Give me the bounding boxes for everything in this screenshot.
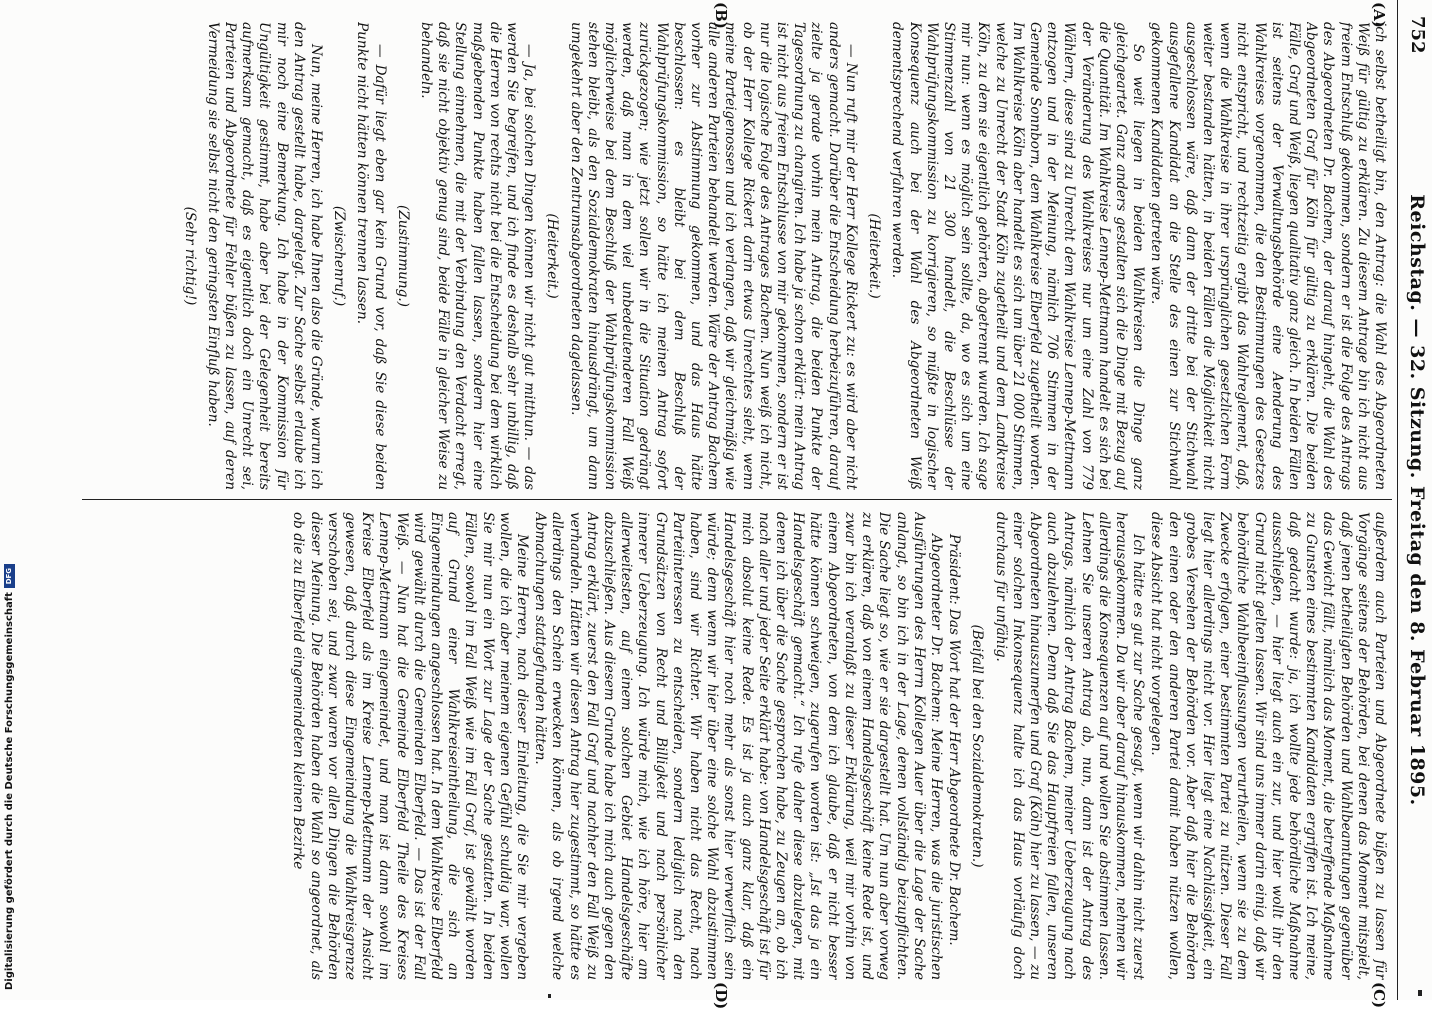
interjection: (Heiterkeit.) — [544, 213, 561, 299]
page-header — [1397, 0, 1432, 1000]
interjection: (Sehr richtig!) — [181, 206, 198, 306]
paragraph: Nun, meine Herren, ich habe Ihnen also die Gründe, warum ich den Antrag gestellt habe, dargelegt. Zur Sache selbst erlaube ich mir noch eine Bemerkung. Ich habe in der Kommission für Ungültigkeit gestimmt, habe aber bei der Gelegenheit bereits aufmerksam gemacht, daß es eigentlich doch ein Unrecht sei, Parteien und Abgeordnete für Fehler büßen zu lassen, auf deren Vermeidung sie selbst nicht den geringsten Einfluß haben. — [204, 22, 325, 490]
dfg-logo-icon: DFG — [4, 564, 15, 588]
scan-speck — [548, 994, 551, 998]
interjection: (Zustimmung.) — [394, 205, 411, 307]
interjection: (Beifall bei den Sozialdemokraten.) — [969, 624, 986, 868]
interjection: (Heiterkeit.) — [866, 213, 883, 299]
page-number: 752 — [1407, 16, 1428, 54]
paragraph: So weit liegen in beiden Wahlkreisen die Dinge ganz gleichgeartet. Ganz anders gestalten sich die Dinge mit Bezug auf die Quantität. Im Wahlkreise Lennep-Mettmann handelt es sich bei der Veränderung des Wahlkreises nur um eine Zahl von 779 Wählern, diese sind zu Unrecht dem Wahlkreise Lennep-Mettmann entzogen und in der Meinung, nämlich 706 Stimmen in der Gemeinde Sonnborn, dem Wahlkreise Elberfeld zugetheilt worden. Im Wahlkreise Köln aber handelt es sich um über 21 000 Stimmen, welche zu Unrecht der Stadt Köln zugetheilt und dem Landkreise Köln, zu dem sie eigentlich gehörten, abgetrennt wurden. Ich sage mir nun: wenn es möglich sein sollte, da, wo es sich um eine Stimmenzahl von 21 300 handelt, die Beschlüsse der Wahlprüfungskommission zu korrigieren, so müßte in logischer Konsequenz auch bei der Wahl des Abgeordneten Weiß dementsprechend verfahren werden. — [889, 22, 1147, 490]
margin-marker-a: (A) — [1370, 2, 1388, 28]
left-column — [88, 22, 1388, 490]
paragraph: ich selbst betheiligt bin, den Antrag: die Wahl des Abgeordneten Weiß für gültig zu erklären. Zu diesem Antrage bin ich nicht aus freiem Entschluß gekommen, sondern er ist die Folge des Antrags des Abgeordneten Dr. Bachem, der darauf hingeht, die Wahl des Abgeordneten Graf für Köln für gültig zu erklären. Die beiden Fälle, Graf und Weiß, liegen qualitativ ganz gleich. In beiden Fällen ist seitens der Verwaltungsbehörde eine Aenderung des Wahlkreises vorgenommen, die den Bestimmungen des Gesetzes nicht entspricht, und rechtzeitig ergibt das Wahlreglement, daß, wenn die Wahlkreise in ihrer ursprünglichen gesetzlichen Form weiter bestanden hätten, in beiden Fällen die Möglichkeit nicht ausgeschlossen wäre, daß dann der dritte bei der Stichwahl ausgefallene Kandidat an die Stelle des einen zur Stichwahl gekommenen Kandidaten getreten wäre. — [1148, 22, 1388, 490]
paragraph: — Dafür liegt eben gar kein Grund vor, daß Sie diese beiden Punkte nicht hätten können trennen lassen. — [354, 22, 388, 490]
digitization-credit — [4, 564, 15, 990]
credit-text: Digitalisierung gefördert durch die Deutsche Forschungsgemeinschaft — [4, 592, 15, 990]
scan-speck — [1418, 990, 1422, 996]
margin-marker-c: (C) — [1370, 982, 1388, 1009]
paragraph: Meine Herren, nach dieser Einleitung, die Sie mir vergeben wollen, die ich aber meinem eigenen Gefühl schuldig war, wollen Sie mir nun ein Wort zur Lage der Sache gestatten. In beiden Fällen, sowohl im Fall Weiß wie im Fall Graf, ist gewählt worden auf Grund einer Wahlkreiseintheilung, die sich an Eingemeindungen angeschlossen hat. In dem Wahlkreise Elberfeld wird gewählt durch die Gemeinden Elberfeld. — Das ist der Fall Weiß. — Nun hat die Gemeinde Elberfeld Theile des Kreises Lennep-Mettmann eingemeindet, und man ist dann sowohl im Kreise Elberfeld als im Kreise Lennep-Mettmann der Ansicht gewesen, daß durch diese Eingemeindung die Wahlkreisgrenze verschoben sei, und zwar waren vor allen Dingen die Behörden dieser Meinung. Die Behörden haben die Wahl so angeordnet, als ob die zu Elberfeld eingemeindeten kleinen Bezirke — [290, 512, 531, 980]
margin-marker-b: (B) — [712, 2, 730, 29]
column-divider — [82, 499, 1392, 500]
paragraph: — Ja, bei solchen Dingen können wir nicht gut mitthun. — das werden Sie begreifen, und ich finde es deshalb sehr unbillig, daß die Herren von rechts nicht bei die Entscheidung bei dem wirklich maßgebenden Punkte haben fallen lassen, sondern hier eine Stellung einnehmen, die mit der Verbindung den Verdacht erregt, daß sie nicht objektiv genug sind, beide Fälle in gleicher Weise zu behandeln. — [418, 22, 538, 490]
margin-marker-d: (D) — [712, 982, 730, 1009]
paragraph: — Nun ruft mir der Herr Kollege Rickert zu: es wird aber nicht anders gemacht. Darüber die Entscheidung herbeizuführen, darauf zielte ja gerade vorhin mein Antrag, die beiden Punkte der Tagesordnung zu changiren. Ich habe ja schon erklärt: mein Antrag ist nicht aus freiem Entschlusse von mir gekommen, sondern er ist nur die logische Folge des Antrages Bachem. Nun weiß ich nicht, ob der Herr Kollege Rickert darin etwas Unrechtes sieht, wenn meine Parteigenossen und ich verlangen, daß wir gleichmäßig wie alle anderen Parteien behandelt werden. Wäre der Antrag Bachem vorher zur Abstimmung gekommen, und das Haus hätte beschlossen: es bleibt bei dem Beschluß der Wahlprüfungskommission, so hätte ich meinen Antrag sofort zurückgezogen; wie jetzt sollen wir in die Situation gedrängt werden, daß man in dem viel unbedeutenderen Fall Weiß möglicherweise bei dem Beschluß der Wahlprüfungskommission stehen bleibt, als den Sozialdemokraten hinausdrängt, um dann umgekehrt aber den Zentrumsabgeordneten dagelassen. — [567, 22, 859, 490]
right-column — [88, 512, 1388, 980]
speaker-paragraph: Abgeordneter Dr. Bachem: Meine Herren, was die juristischen Ausführungen des Herrn Kollegen Auer über die Lage der Sache anlangt, so bin ich in der Lage, denen vollständig beizupflichten. Die Sache liegt so, wie er sie dargestellt hat. Um nun aber vorweg zu erklären, daß von einem Handelsgeschäft keine Rede ist, und zwar bin ich veranlaßt zu dieser Erklärung, weil mir vorhin von einem Abgeordneten, von dem ich glaube, daß er nicht besser hätte können schweigen, zugerufen worden ist: „Ist das ja ein Handelsgeschäft gemacht.“ Ich rufe daher diese abzulegen, mit denen ich über die Sache gesprochen habe, zu Zeugen an, ob ich nach aller und jeder Seite erklärt habe: von Handelsgeschäft ist für mich absolut keine Rede. Es ist ja auch ganz klar, daß ein Handelsgeschäft hier noch mehr als sonst hier verwerflich sein würde; denn wenn wir hier über eine solche Wahl abzustimmen haben, sind wir Richter. Wir haben nicht das Recht, nach Parteiinteressen zu entscheiden, sondern lediglich nach den Grundsätzen von Recht und Billigkeit und nach persönlicher innerer Ueberzeugung. Ich würde mich, wie ich höre, hier am allerweitesten, auf einem solchen Gebiet Handelsgeschäfte abzuschließen. Aus diesem Grunde habe ich mich auch gegen den Antrag erklärt, zuerst den Fall Graf und nachher den Fall Weiß zu verhandeln. Hätten wir diesen Antrag hier zugestimmt, so hätte es allerdings den Schein erwecken können, als ob irgend welche Abmachungen stattgefunden hätten. — [532, 512, 944, 980]
speaker-paragraph: Präsident: Das Wort hat der Herr Abgeordnete Dr. Bachem. — [946, 534, 963, 946]
paragraph: Ich hätte es gut zur Sache gesagt, wenn wir dahin nicht zuerst herausgekommen. Da wir aber darauf hinauskommen, nehmen wir allerdings die Konsequenzen auf und wollen Sie abstimmen lassen. Lehnen Sie unseren Antrag ab, nun, dann ist der Antrag des Antrags, nämlich der Antrag Bachem, meiner Ueberzeugung nach auch abzulehnen. Denn daß Sie das Hauptfreien fallen, unseren Abgeordneten hinauszumerfen und Graf (Köln) hier zu lassen, — zu einer solchen Inkonsequenz halte ich das Haus vorläufig doch durchaus für unfähig. — [992, 512, 1147, 980]
running-title: Reichstag. — 32. Sitzung. Freitag den 8. Februar 1895. — [1406, 194, 1428, 806]
printed-page — [70, 0, 1432, 1009]
paragraph: außerdem auch Parteien und Abgeordnete büßen zu lassen für Vorgänge seitens der Behörden, bei denen das Moment mitspielt, daß jenen betheiligten Behörden und Wahlbeamtungen gegenüber das Gewicht fällt, nämlich das Moment, die betreffende Maßnahme zu Gunsten eines bestimmten Kandidaten ergriffen ist. Ich meine, daß gedacht wurde: ja, ich wollte jede behördliche Maßnahme ausschließen, — hier liegt auch ein zur, und hier wollt ihr den Grund nicht gelten lassen. Wir sind uns immer darin einig, daß wir behördliche Wahlbeeinflussungen verurtheilen, wenn sie zu dem Zwecke erfolgen, einer bestimmten Partei zu nützen. Dieser Fall liegt hier allerdings nicht vor. Hier liegt eine Nachlässigkeit, ein grobes Versehen der Behörden vor. Aber daß hier die Behörden den einen oder den anderen Partei damit haben nützen wollen, diese Absicht hat nicht vorgelegen. — [1148, 512, 1388, 980]
interjection: (Zwischenruf.) — [331, 205, 348, 307]
